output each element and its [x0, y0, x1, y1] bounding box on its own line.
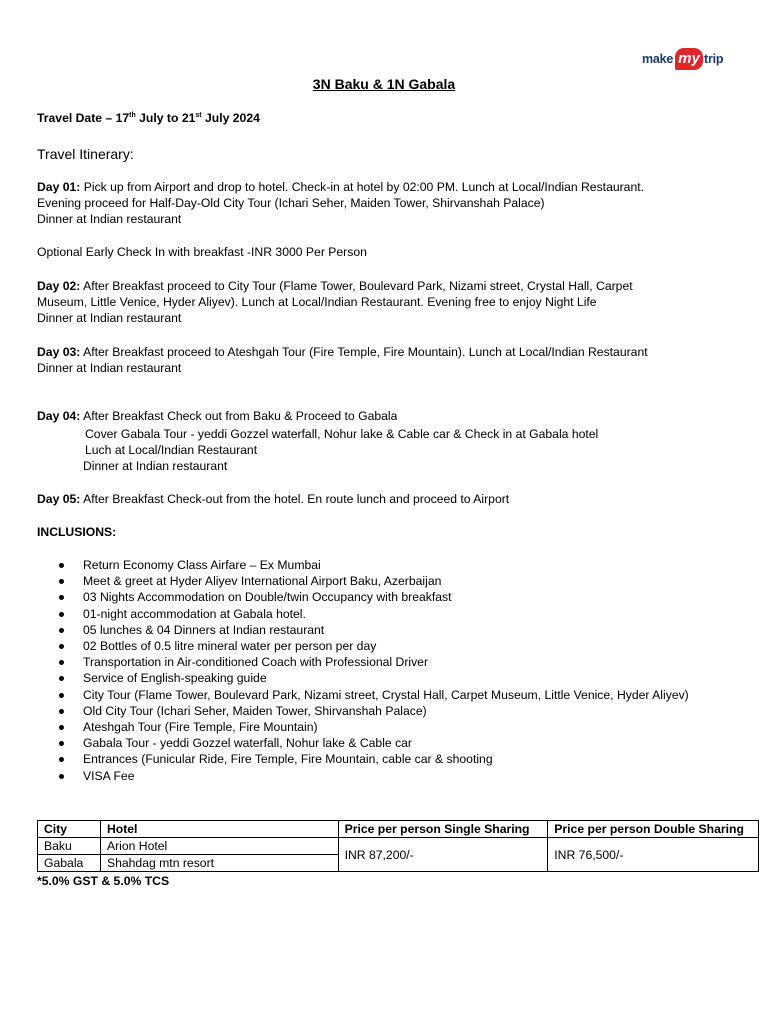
city-cell: Gabala: [38, 855, 101, 872]
day04-line4: Dinner at Indian restaurant: [83, 459, 228, 473]
travel-date: Travel Date – 17th July to 21st July 2024: [37, 111, 260, 125]
hotel-cell: Arion Hotel: [100, 838, 338, 855]
table-row: [38, 838, 759, 855]
inclusion-item: Return Economy Class Airfare – Ex Mumbai: [59, 557, 709, 573]
logo-text-trip: trip: [704, 52, 724, 66]
inclusion-item: 03 Nights Accommodation on Double/twin Occupancy with breakfast: [59, 589, 709, 605]
inclusion-item: Old City Tour (Ichari Seher, Maiden Tower, Shirvanshah Palace): [59, 703, 709, 719]
bullet-icon: [59, 595, 64, 600]
day04-line2: Cover Gabala Tour - yeddi Gozzel waterfall, Nohur lake & Cable car & Check in at Gabala hotel: [85, 427, 599, 441]
inclusion-item: City Tour (Flame Tower, Boulevard Park, Nizami street, Crystal Hall, Carpet Museum, Little Venice, Hyder Aliyev): [59, 687, 709, 703]
inclusion-item: VISA Fee: [59, 768, 709, 784]
day01-line1: Day 01: Pick up from Airport and drop to hotel. Check-in at hotel by 02:00 PM. Lunch at Local/Indian Restaurant.: [37, 180, 645, 194]
day01-line2: Evening proceed for Half-Day-Old City Tour (Ichari Seher, Maiden Tower, Shirvanshah Palace): [37, 196, 545, 210]
logo-badge-my: my: [675, 48, 703, 70]
day05-label: Day 05:: [37, 492, 81, 506]
bullet-icon: [59, 563, 64, 568]
day05-line1: Day 05: After Breakfast Check-out from the hotel. En route lunch and proceed to Airport: [37, 492, 510, 506]
table-header-row: [38, 821, 759, 838]
day01-line3: Dinner at Indian restaurant: [37, 212, 182, 226]
day04-line3: Luch at Local/Indian Restaurant: [85, 443, 258, 457]
day01-label: Day 01:: [37, 180, 81, 194]
col-header-city: City: [38, 821, 101, 838]
itinerary-heading: Travel Itinerary:: [37, 146, 134, 162]
hotel-cell: Shahdag mtn resort: [100, 855, 338, 872]
bullet-icon: [59, 693, 64, 698]
day04-line1: Day 04: After Breakfast Check out from Baku & Proceed to Gabala: [37, 409, 398, 423]
day03-line2: Dinner at Indian restaurant: [37, 361, 182, 375]
day03-line1: Day 03: After Breakfast proceed to Ateshgah Tour (Fire Temple, Fire Mountain). Lunch at Local/Indian Restaurant: [37, 345, 648, 359]
day02-line1: Day 02: After Breakfast proceed to City Tour (Flame Tower, Boulevard Park, Nizami street, Crystal Hall, Carpet: [37, 279, 633, 293]
day03-label: Day 03:: [37, 345, 81, 359]
page-title: 3N Baku & 1N Gabala: [312, 76, 456, 92]
bullet-icon: [59, 612, 64, 617]
bullet-icon: [59, 741, 64, 746]
inclusion-item: Ateshgah Tour (Fire Temple, Fire Mountain): [59, 719, 709, 735]
inclusions-heading: INCLUSIONS:: [37, 525, 117, 539]
double-price-cell: INR 76,500/-: [548, 838, 759, 872]
inclusion-item: Meet & greet at Hyder Aliyev International Airport Baku, Azerbaijan: [59, 573, 709, 589]
bullet-icon: [59, 774, 64, 779]
day02-line2: Museum, Little Venice, Hyder Aliyev). Lunch at Local/Indian Restaurant. Evening free to enjoy Night Life: [37, 295, 597, 309]
col-header-double: Price per person Double Sharing: [548, 821, 759, 838]
day02-line3: Dinner at Indian restaurant: [37, 311, 182, 325]
inclusion-item: 05 lunches & 04 Dinners at Indian restaurant: [59, 622, 709, 638]
tax-note: *5.0% GST & 5.0% TCS: [37, 874, 170, 888]
optional-checkin: Optional Early Check In with breakfast -INR 3000 Per Person: [37, 245, 367, 259]
bullet-icon: [59, 579, 64, 584]
col-header-single: Price per person Single Sharing: [338, 821, 548, 838]
inclusion-item: Gabala Tour - yeddi Gozzel waterfall, Nohur lake & Cable car: [59, 735, 709, 751]
inclusion-item: 02 Bottles of 0.5 litre mineral water per person per day: [59, 638, 709, 654]
bullet-icon: [59, 644, 64, 649]
bullet-icon: [59, 628, 64, 633]
bullet-icon: [59, 757, 64, 762]
single-price-cell: INR 87,200/-: [338, 838, 548, 872]
logo-text-make: make: [642, 52, 674, 66]
city-cell: Baku: [38, 838, 101, 855]
inclusion-item: 01-night accommodation at Gabala hotel.: [59, 606, 709, 622]
col-header-hotel: Hotel: [100, 821, 338, 838]
inclusions-list: [59, 557, 709, 784]
bullet-icon: [59, 660, 64, 665]
makemytrip-logo: [641, 48, 725, 72]
inclusion-item: Service of English-speaking guide: [59, 670, 709, 686]
inclusion-item: Entrances (Funicular Ride, Fire Temple, Fire Mountain, cable car & shooting: [59, 751, 709, 767]
bullet-icon: [59, 676, 64, 681]
bullet-icon: [59, 709, 64, 714]
day04-label: Day 04:: [37, 409, 81, 423]
bullet-icon: [59, 725, 64, 730]
price-table: [37, 820, 759, 872]
day02-label: Day 02:: [37, 279, 81, 293]
inclusion-item: Transportation in Air-conditioned Coach with Professional Driver: [59, 654, 709, 670]
